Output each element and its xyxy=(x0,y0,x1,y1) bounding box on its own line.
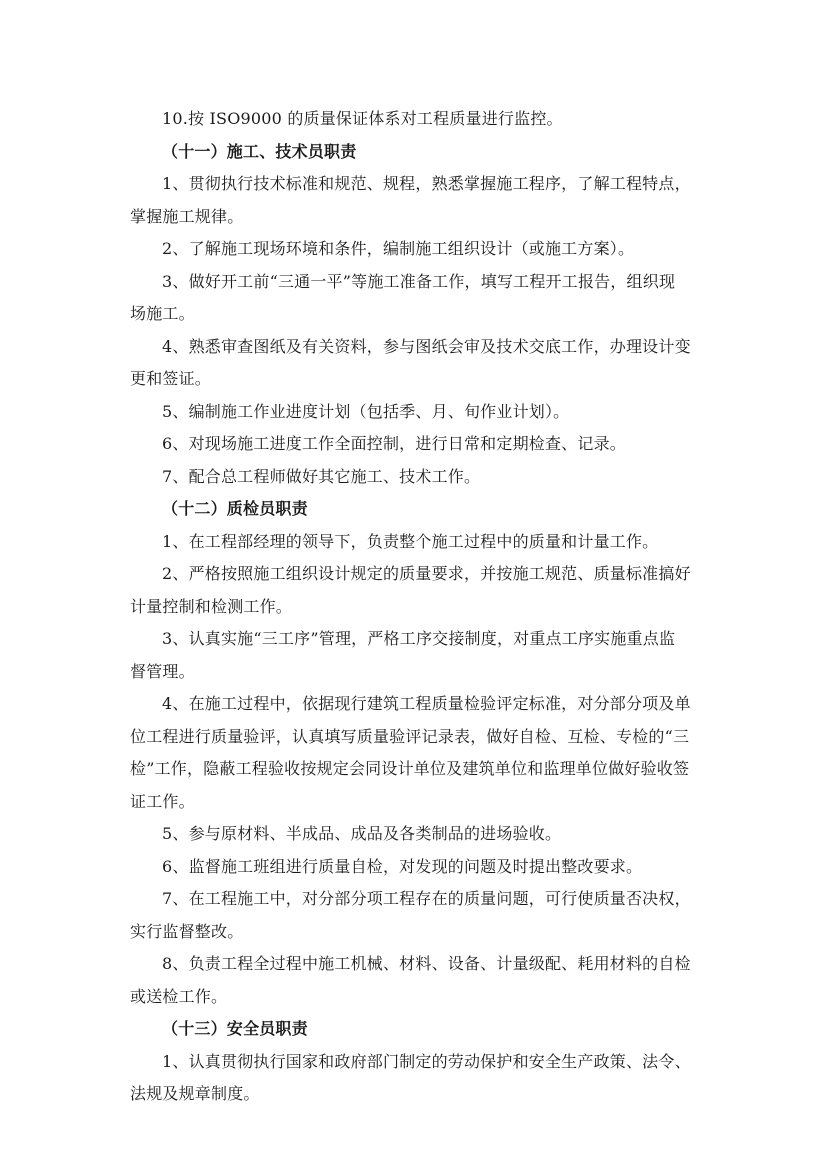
section-heading: （十三）安全员职责 xyxy=(162,1019,308,1038)
text-line: 1、贯彻执行技术标准和规范、规程，熟悉掌握施工程序，了解工程特点， xyxy=(162,174,691,193)
text-line: 或送检工作。 xyxy=(130,986,228,1006)
text-line: 10.按 ISO9000 的质量保证体系对工程质量进行监控。 xyxy=(162,109,563,128)
text-line: 4、熟悉审查图纸及有关资料，参与图纸会审及技术交底工作，办理设计变 xyxy=(162,336,691,356)
text-line: 1、在工程部经理的领导下，负责整个施工过程中的质量和计量工作。 xyxy=(162,531,659,551)
text-line: 掌握施工规律。 xyxy=(130,206,244,226)
text-line: 位工程进行质量验评，认真填写质量验评记录表，做好自检、互检、专检的“三 xyxy=(130,726,690,746)
text-line: 督管理。 xyxy=(130,661,195,681)
text-line: 6、对现场施工进度工作全面控制，进行日常和定期检查、记录。 xyxy=(162,434,626,453)
text-line: 证工作。 xyxy=(130,791,195,811)
text-line: 6、监督施工班组进行质量自检，对发现的问题及时提出整改要求。 xyxy=(162,856,643,876)
text-line: 7、配合总工程师做好其它施工、技术工作。 xyxy=(162,466,481,486)
text-line: 实行监督整改。 xyxy=(130,921,244,941)
text-line: 法规及规章制度。 xyxy=(130,1084,260,1103)
text-line: 7、在工程施工中，对分部分项工程存在的质量问题，可行使质量否决权， xyxy=(162,889,691,908)
section-heading: （十一）施工、技术员职责 xyxy=(162,141,357,161)
text-line: 更和签证。 xyxy=(130,369,212,388)
text-line: 2、了解施工现场环境和条件，编制施工组织设计（或施工方案）。 xyxy=(162,239,635,258)
text-line: 4、在施工过程中，依据现行建筑工程质量检验评定标准，对分部分项及单 xyxy=(162,694,691,713)
text-line: 3、认真实施“三工序”管理，严格工序交接制度，对重点工序实施重点监 xyxy=(162,629,676,648)
text-line: 计量控制和检测工作。 xyxy=(130,596,293,616)
text-line: 检”工作，隐蔽工程验收按规定会同设计单位及建筑单位和监理单位做好验收签 xyxy=(130,759,690,778)
text-line: 场施工。 xyxy=(130,304,195,323)
document-body xyxy=(130,103,720,1111)
text-line: 3、做好开工前“三通一平”等施工准备工作，填写工程开工报告，组织现 xyxy=(162,271,676,291)
text-line: 2、严格按照施工组织设计规定的质量要求，并按施工规范、质量标准搞好 xyxy=(162,564,691,583)
text-line: 5、编制施工作业进度计划（包括季、月、旬作业计划）。 xyxy=(162,401,570,421)
text-line: 1、认真贯彻执行国家和政府部门制定的劳动保护和安全生产政策、法令、 xyxy=(162,1051,691,1071)
section-heading: （十二）质检员职责 xyxy=(162,499,308,518)
text-line: 8、负责工程全过程中施工机械、材料、设备、计量级配、耗用材料的自检 xyxy=(162,954,691,973)
text-line: 5、参与原材料、半成品、成品及各类制品的进场验收。 xyxy=(162,824,562,843)
